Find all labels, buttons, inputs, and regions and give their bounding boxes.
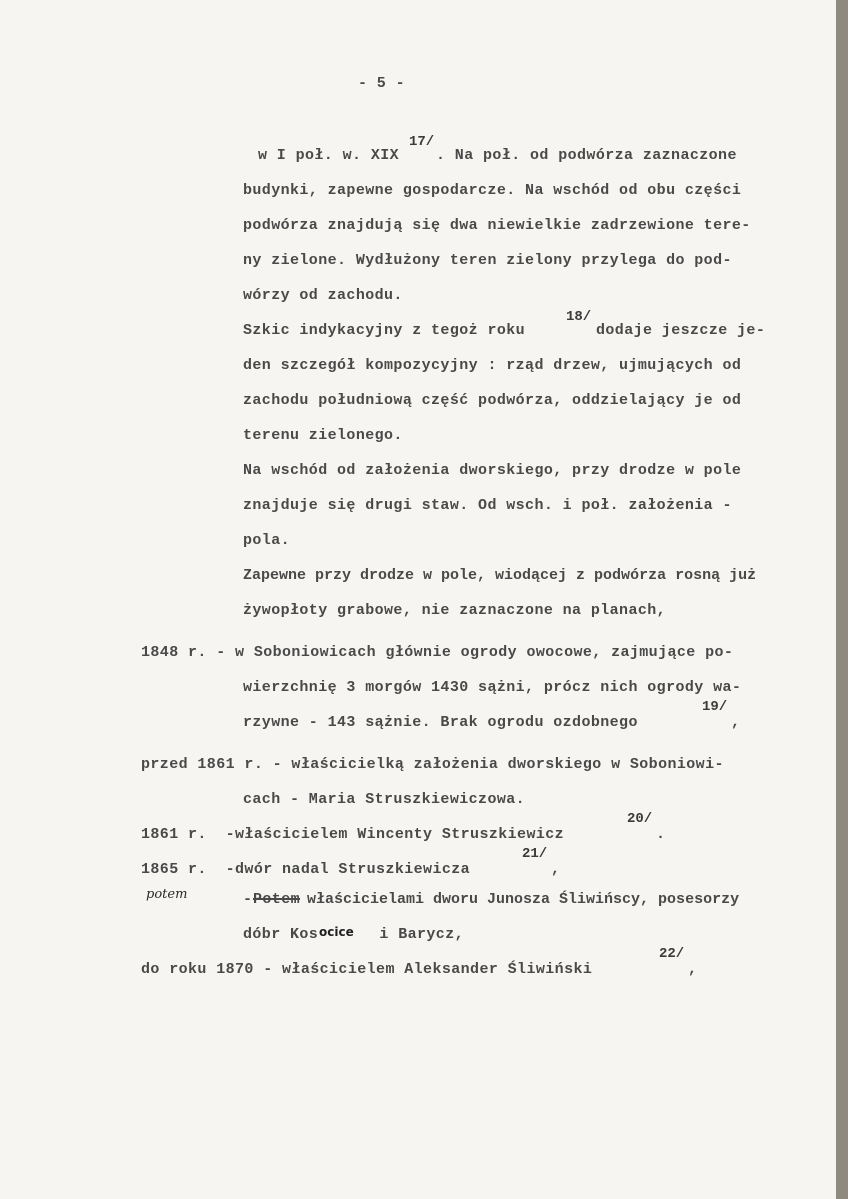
line-9-text: terenu zielonego. — [243, 427, 403, 444]
line-4-text: ny zielone. Wydłużony teren zielony przylega do pod- — [243, 252, 732, 269]
entry-potem-dash: - — [243, 891, 253, 908]
entry-1861-prior-line-1: przed 1861 r. - właścicielką założenia dworskiego w Soboniowi- — [141, 756, 724, 773]
entry-1861: 1861 r. -właścicielem Wincenty Struszkiewicz — [141, 826, 565, 843]
entry-potem-line-2-end: i Barycz, — [370, 926, 465, 943]
line-6-text-end: dodaje jeszcze je- — [596, 322, 766, 339]
footnote-ref-19: 19/ — [702, 699, 728, 715]
entry-1861-period: . — [656, 826, 666, 843]
entry-1870-comma: , — [688, 961, 698, 978]
line-1-text-end: . Na poł. od podwórza zaznaczone — [436, 147, 737, 164]
line-7-text: den szczegół kompozycyjny : rząd drzew, ujmujących od — [243, 357, 742, 374]
struck-out-word: Potem — [253, 891, 301, 908]
line-13-text: Zapewne przy drodze w pole, wiodącej z podwórza rosną już — [243, 567, 757, 584]
line-11-text: znajduje się drugi staw. Od wsch. i poł. założenia - — [243, 497, 732, 514]
line-12-text: pola. — [243, 532, 291, 549]
entry-1865: 1865 r. -dwór nadal Struszkiewicza — [141, 861, 471, 878]
footnote-ref-22: 22/ — [659, 946, 685, 962]
line-3-text: podwórza znajdują się dwa niewielkie zadrzewione tere- — [243, 217, 751, 234]
line-5-text: wórzy od zachodu. — [243, 287, 403, 304]
entry-potem-line-2: dóbr Kos — [243, 926, 319, 943]
line-10-text: Na wschód od założenia dworskiego, przy drodze w pole — [243, 462, 742, 479]
handwritten-note-potem: potem — [146, 887, 188, 902]
footnote-ref-20: 20/ — [627, 811, 653, 827]
entry-1870: do roku 1870 - właścicielem Aleksander Śliwiński — [141, 961, 593, 978]
line-14-text: żywopłoty grabowe, nie zaznaczone na planach, — [243, 602, 667, 619]
line-6-text: Szkic indykacyjny z tegoż roku — [243, 322, 526, 339]
scan-edge — [836, 0, 848, 1199]
entry-1861-prior-line-2: cach - Maria Struszkiewiczowa. — [243, 791, 526, 808]
line-8-text: zachodu południową część podwórza, oddzielający je od — [243, 392, 742, 409]
entry-1848-line-3: rzywne - 143 sążnie. Brak ogrodu ozdobnego — [243, 714, 638, 731]
entry-potem-text: właścicielami dworu Junosza Śliwińscy, posesorzy — [298, 891, 740, 908]
page-number: - 5 - — [358, 75, 406, 92]
entry-1848-line-2: wierzchnię 3 morgów 1430 sążni, prócz nich ogrody wa- — [243, 679, 742, 696]
handwritten-insertion: ocice — [319, 925, 354, 939]
entry-1865-comma: , — [551, 861, 561, 878]
footnote-ref-18: 18/ — [566, 309, 592, 325]
entry-1848-comma: , — [731, 714, 741, 731]
entry-1848-line-1: 1848 r. - w Soboniowicach głównie ogrody owocowe, zajmujące po- — [141, 644, 734, 661]
footnote-ref-21: 21/ — [522, 846, 548, 862]
footnote-ref-17: 17/ — [409, 134, 435, 150]
line-2-text: budynki, zapewne gospodarcze. Na wschód od obu części — [243, 182, 742, 199]
line-1-text: w I poł. w. XIX — [258, 147, 400, 164]
